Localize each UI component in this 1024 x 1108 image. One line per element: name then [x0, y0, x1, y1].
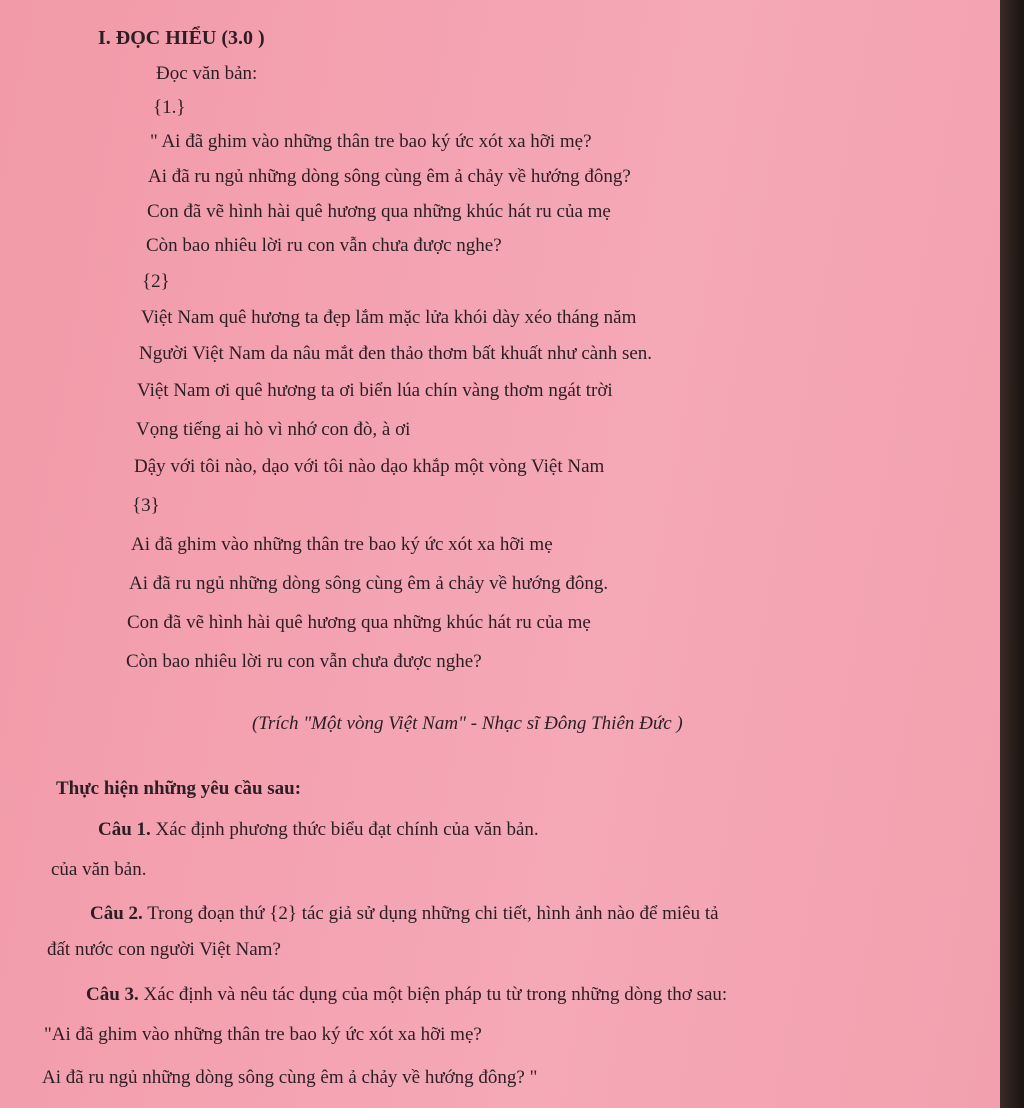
- page-edge-shadow: [1000, 0, 1024, 1108]
- question-3-text: Xác định và nêu tác dụng của một biện pháp tu từ trong những dòng thơ sau:: [138, 984, 728, 1005]
- poem-line: Còn bao nhiêu lời ru con vẫn chưa được nghe?: [126, 651, 482, 672]
- question-3-quote-line: "Ai đã ghim vào những thân tre bao ký ức xót xa hỡi mẹ?: [44, 1024, 482, 1045]
- question-2-label: Câu 2.: [90, 903, 143, 924]
- stanza-2-label: {2}: [142, 271, 170, 292]
- question-3-label: Câu 3.: [86, 984, 139, 1005]
- poem-line: Con đã vẽ hình hài quê hương qua những khúc hát ru của mẹ: [147, 201, 611, 222]
- source-citation: (Trích "Một vòng Việt Nam" - Nhạc sĩ Đông Thiên Đức ): [252, 713, 683, 734]
- poem-line: Việt Nam quê hương ta đẹp lắm mặc lửa khói dày xéo tháng năm: [141, 307, 637, 328]
- question-1-text: Xác định phương thức biểu đạt chính của văn bản.: [150, 819, 539, 840]
- question-1-extra: của văn bản.: [51, 859, 147, 880]
- question-2: [90, 902, 719, 926]
- question-1: [98, 818, 539, 842]
- intro-text: Đọc văn bản:: [156, 63, 258, 84]
- section-heading: I. ĐỌC HIỂU (3.0 ): [98, 27, 265, 49]
- poem-line: Việt Nam ơi quê hương ta ơi biển lúa chín vàng thơm ngát trời: [137, 380, 613, 401]
- tasks-heading: Thực hiện những yêu cầu sau:: [56, 778, 302, 799]
- question-3: [86, 983, 727, 1007]
- poem-line: Dậy với tôi nào, dạo với tôi nào dạo khắp một vòng Việt Nam: [134, 456, 605, 477]
- question-3-quote-line: Ai đã ru ngủ những dòng sông cùng êm ả chảy về hướng đông? ": [42, 1067, 538, 1088]
- poem-line: Vọng tiếng ai hò vì nhớ con đò, à ơi: [136, 419, 411, 440]
- stanza-3-label: {3}: [132, 495, 160, 516]
- poem-line: Ai đã ghim vào những thân tre bao ký ức xót xa hỡi mẹ: [131, 534, 553, 555]
- poem-line: Còn bao nhiêu lời ru con vẫn chưa được nghe?: [146, 235, 502, 256]
- poem-line: " Ai đã ghim vào những thân tre bao ký ức xót xa hỡi mẹ?: [150, 131, 592, 152]
- question-2-text: Trong đoạn thứ {2} tác giả sử dụng những chi tiết, hình ảnh nào để miêu tả: [142, 903, 719, 924]
- poem-line: Ai đã ru ngủ những dòng sông cùng êm ả chảy về hướng đông?: [148, 166, 631, 187]
- question-2-continued: đất nước con người Việt Nam?: [47, 939, 281, 960]
- poem-line: Người Việt Nam da nâu mắt đen thảo thơm bất khuất như cành sen.: [139, 343, 653, 364]
- stanza-1-label: {1.}: [153, 97, 186, 118]
- poem-line: Con đã vẽ hình hài quê hương qua những khúc hát ru của mẹ: [127, 612, 591, 633]
- poem-line: Ai đã ru ngủ những dòng sông cùng êm ả chảy về hướng đông.: [129, 573, 609, 594]
- question-1-label: Câu 1.: [98, 819, 151, 840]
